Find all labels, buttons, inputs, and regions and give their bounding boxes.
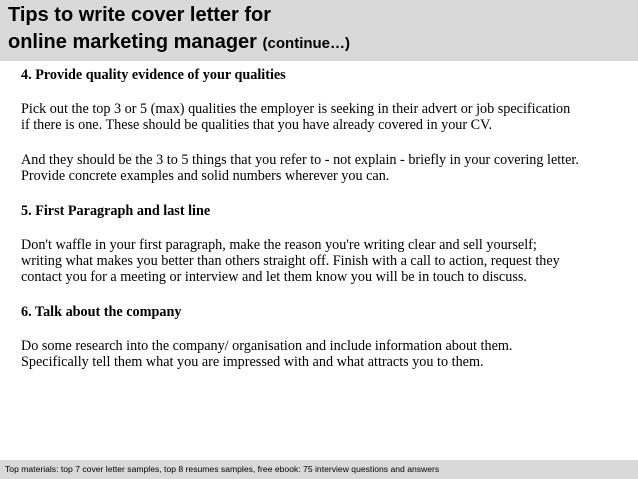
heading-line: 4. Provide quality evidence of your qualities: [21, 67, 286, 83]
footer-text: Top materials: top 7 cover letter samples, top 8 resumes samples, free ebook: 75 interview questions and answers: [5, 464, 440, 474]
paragraph-company: [21, 338, 631, 370]
paragraph-examples: [21, 152, 631, 184]
section-heading-6: [21, 304, 631, 320]
tips-content: [21, 66, 631, 370]
section-heading-5: [21, 203, 631, 219]
paragraph-line: writing what makes you better than others straight off. Finish with a call to action, request they: [21, 253, 560, 269]
heading-line: 5. First Paragraph and last line: [21, 203, 211, 219]
page-title-main: online marketing manager: [8, 31, 257, 53]
paragraph-line: Provide concrete examples and solid numbers wherever you can.: [21, 168, 390, 184]
title-bar: [0, 0, 638, 61]
page-title-suffix: (continue…): [262, 35, 351, 52]
paragraph-line: Specifically tell them what you are impressed with and what attracts you to them.: [21, 354, 484, 370]
paragraph-first-paragraph: [21, 237, 631, 285]
paragraph-line: And they should be the 3 to 5 things that you refer to - not explain - briefly in your covering letter.: [21, 152, 579, 168]
section-heading-4: [21, 67, 631, 83]
heading-line: 6. Talk about the company: [21, 304, 182, 320]
page-title-line-2: [8, 30, 350, 56]
paragraph-qualities: [21, 101, 631, 133]
paragraph-line: Do some research into the company/ organisation and include information about them.: [21, 338, 513, 354]
page-title-line-1: Tips to write cover letter for: [8, 4, 272, 26]
paragraph-line: Pick out the top 3 or 5 (max) qualities the employer is seeking in their advert or job specification: [21, 101, 571, 117]
paragraph-line: if there is one. These should be qualities that you have already covered in your CV.: [21, 117, 493, 133]
footer-bar: [0, 460, 638, 479]
paragraph-line: Don't waffle in your first paragraph, make the reason you're writing clear and sell yourself;: [21, 237, 537, 253]
paragraph-line: contact you for a meeting or interview and let them know you will be in touch to discuss.: [21, 269, 527, 285]
